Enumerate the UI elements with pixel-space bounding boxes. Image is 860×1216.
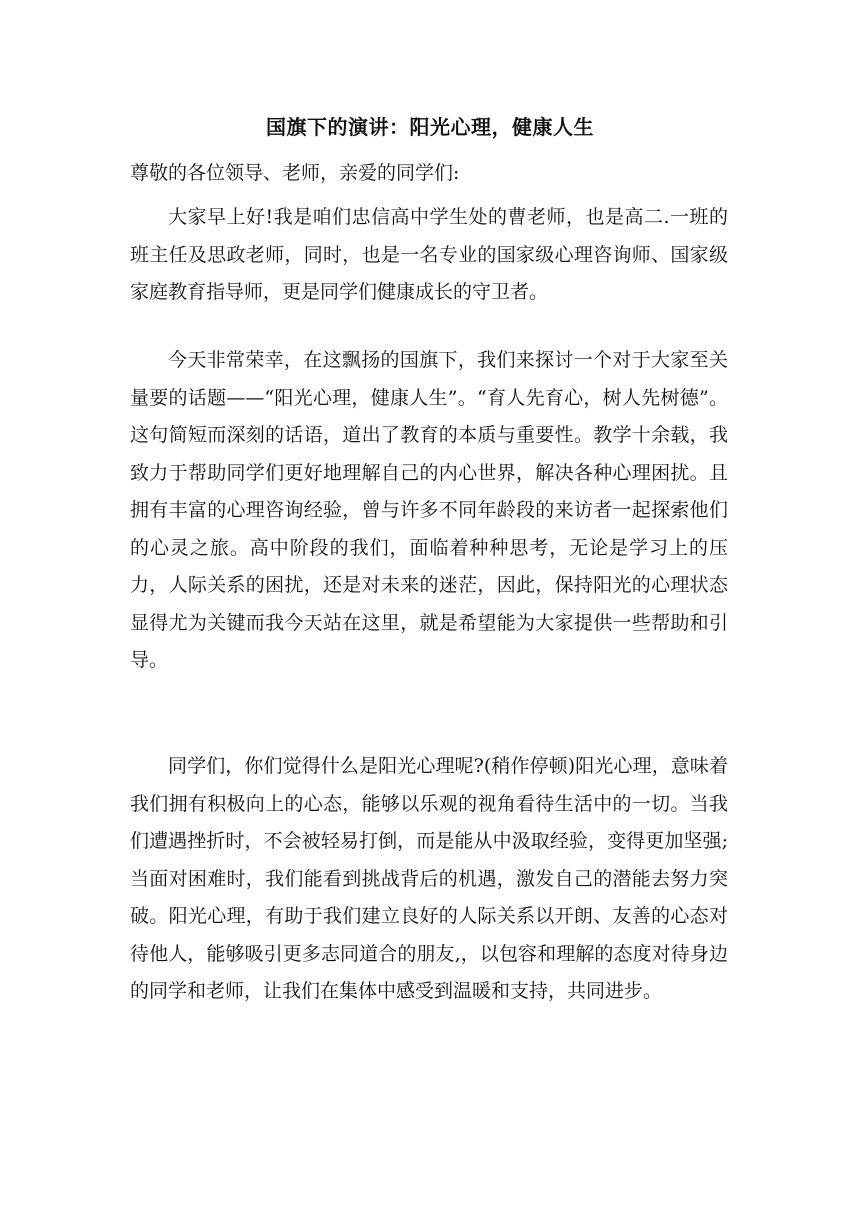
paragraph-2: 今天非常荣幸，在这飘扬的国旗下，我们来探讨一个对于大家至关量要的话题——“阳光心理，健康人生”。“育人先育心，树人先树德”。这句简短而深刻的话语，道出了教育的本质与重要性。教学十余载，我致力于帮助同学们更好地理解自己的内心世界，解决各种心理困扰。且拥有丰富的心理咨询经验，曾与许多不同年龄段的来访者一起探索他们的心灵之旅。高中阶段的我们，面临着种种思考，无论是学习上的压力，人际关系的困扰，还是对未来的迷茫，因此，保持阳光的心理状态显得尤为关键而我今天站在这里，就是希望能为大家提供一些帮助和引导。: [130, 349, 728, 671]
document-title: 国旗下的演讲：阳光心理，健康人生: [266, 115, 594, 139]
salutation: 尊敬的各位领导、老师，亲爱的同学们:: [130, 162, 460, 184]
paragraph-1: 大家早上好!我是咱们忠信高中学生处的曹老师，也是高二.一班的班主任及思政老师，同时，也是一名专业的国家级心理咨询师、国家级家庭教育指导师，更是同学们健康成长的守卫者。: [130, 206, 728, 303]
paragraph-3: 同学们，你们觉得什么是阳光心理呢?(稍作停顿)阳光心理，意味着我们拥有积极向上的心态，能够以乐观的视角看待生活中的一切。当我们遭遇挫折时，不会被轻易打倒，而是能从中汲取经验，变得更加坚强;当面对困难时，我们能看到挑战背后的机遇，激发自己的潜能去努力突破。阳光心理，有助于我们建立良好的人际关系以开朗、友善的心态对待他人，能够吸引更多志同道合的朋友,，以包容和理解的态度对待身边的同学和老师，让我们在集体中感受到温暖和支持，共同进步。: [130, 755, 728, 1002]
